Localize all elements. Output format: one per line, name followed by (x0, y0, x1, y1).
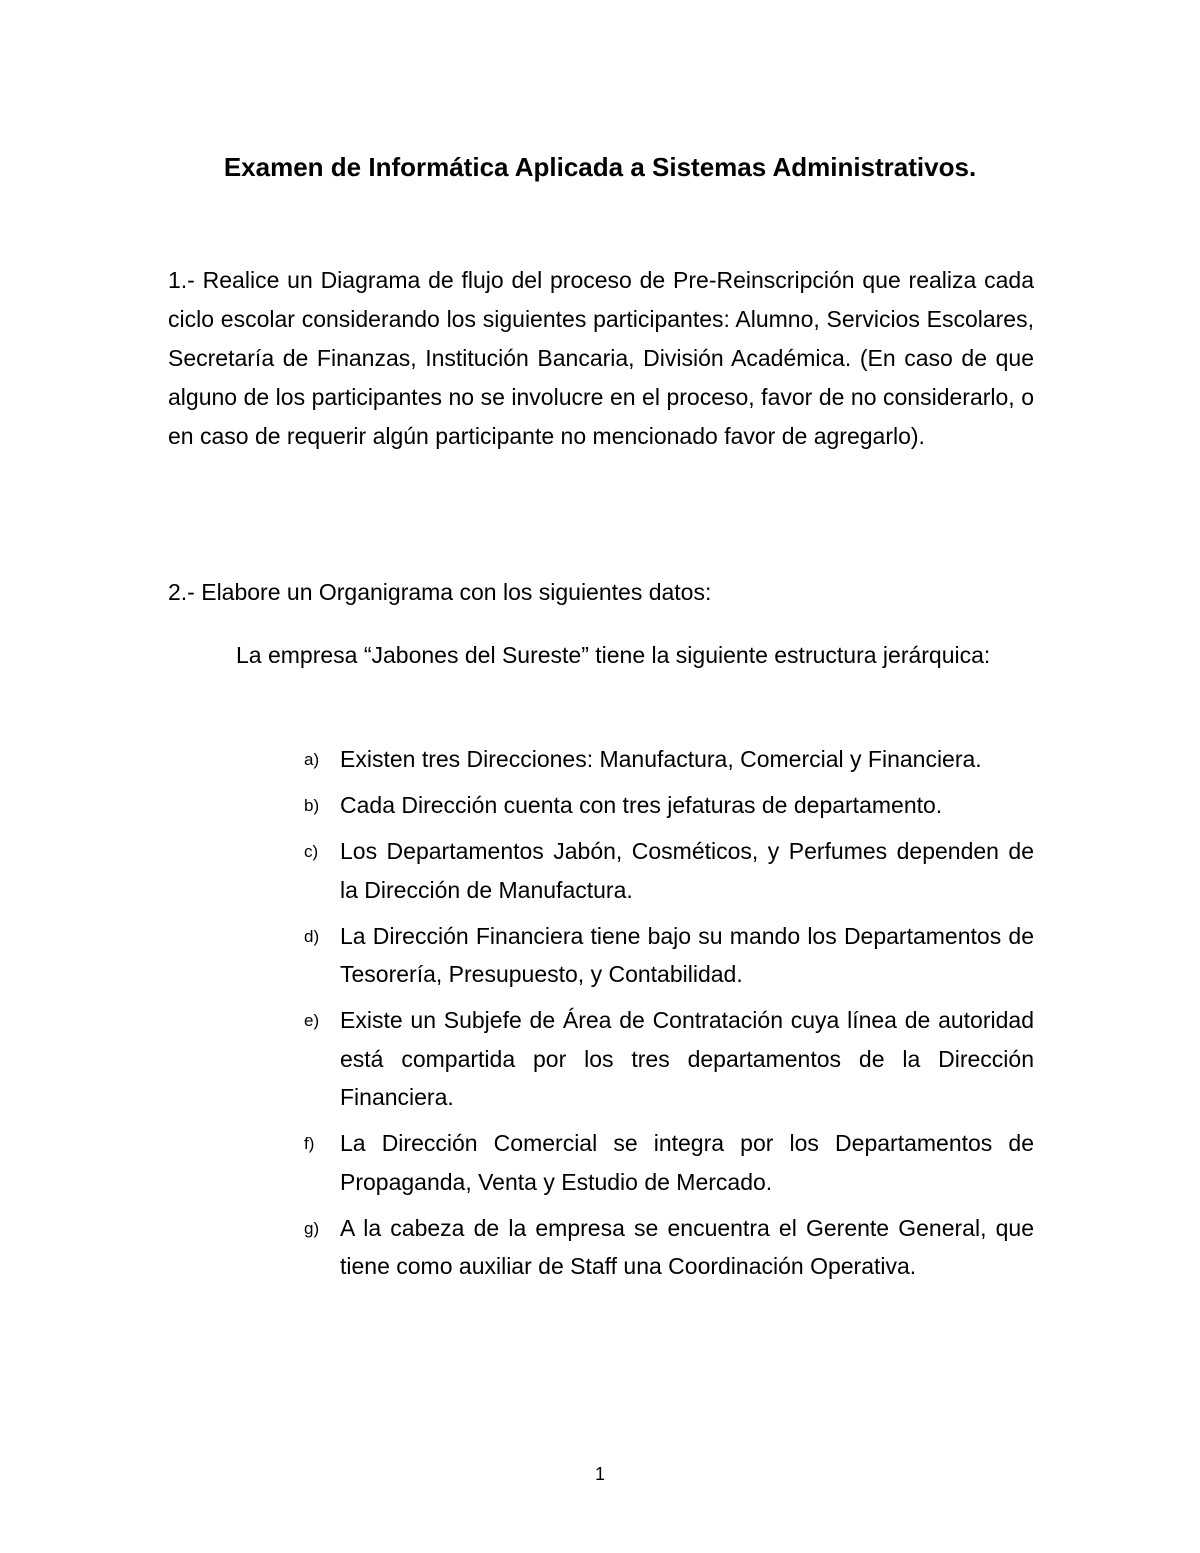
list-item-marker: e) (304, 1011, 320, 1030)
list-item (300, 1209, 1034, 1286)
document-title: Examen de Informática Aplicada a Sistemas Administrativos. (223, 152, 977, 182)
list-item (300, 917, 1034, 994)
list-item-text: Los Departamentos Jabón, Cosméticos, y Perfumes dependen de la Dirección de Manufactura. (340, 838, 1034, 903)
list-item-text: La Dirección Comercial se integra por los Departamentos de Propaganda, Venta y Estudio de Mercado. (340, 1130, 1034, 1195)
question-1: 1.- Realice un Diagrama de flujo del proceso de Pre-Reinscripción que realiza cada ciclo escolar considerando los siguientes participantes: Alumno, Servicios Escolares, Secretaría de Finanzas, Institución Bancaria, División Académica. (En caso de que alguno de los participantes no se involucre en el proceso, favor de no considerarlo, o en caso de requerir algún participante no mencionado favor de agregarlo). (168, 267, 1034, 449)
question-2: 2.- Elabore un Organigrama con los siguientes datos: (168, 579, 712, 605)
list-item-marker: a) (304, 750, 320, 769)
list-item-text: La Dirección Financiera tiene bajo su mando los Departamentos de Tesorería, Presupuesto, y Contabilidad. (340, 922, 1034, 987)
list-item-text: A la cabeza de la empresa se encuentra el Gerente General, que tiene como auxiliar de Staff una Coordinación Operativa. (340, 1214, 1034, 1279)
list-item-marker: f) (304, 1134, 315, 1153)
list-item-marker: c) (304, 842, 319, 861)
list-item (300, 786, 1034, 825)
list-item (300, 832, 1034, 909)
list-item-text: Existen tres Direcciones: Manufactura, Comercial y Financiera. (340, 746, 982, 772)
list-item (300, 740, 1034, 779)
hierarchy-list (300, 740, 1034, 1293)
page-number: 1 (594, 1464, 605, 1484)
list-item-text: Existe un Subjefe de Área de Contratación cuya línea de autoridad está compartida por los tres departamentos de la Dirección Financiera. (340, 1007, 1034, 1110)
company-intro: La empresa “Jabones del Sureste” tiene la siguiente estructura jerárquica: (236, 642, 991, 668)
list-item-marker: g) (304, 1218, 320, 1238)
list-item-marker: b) (304, 796, 320, 815)
list-item-marker: d) (304, 926, 320, 946)
list-item (300, 1124, 1034, 1201)
list-item (300, 1001, 1034, 1117)
list-item-text: Cada Dirección cuenta con tres jefaturas de departamento. (340, 792, 943, 818)
